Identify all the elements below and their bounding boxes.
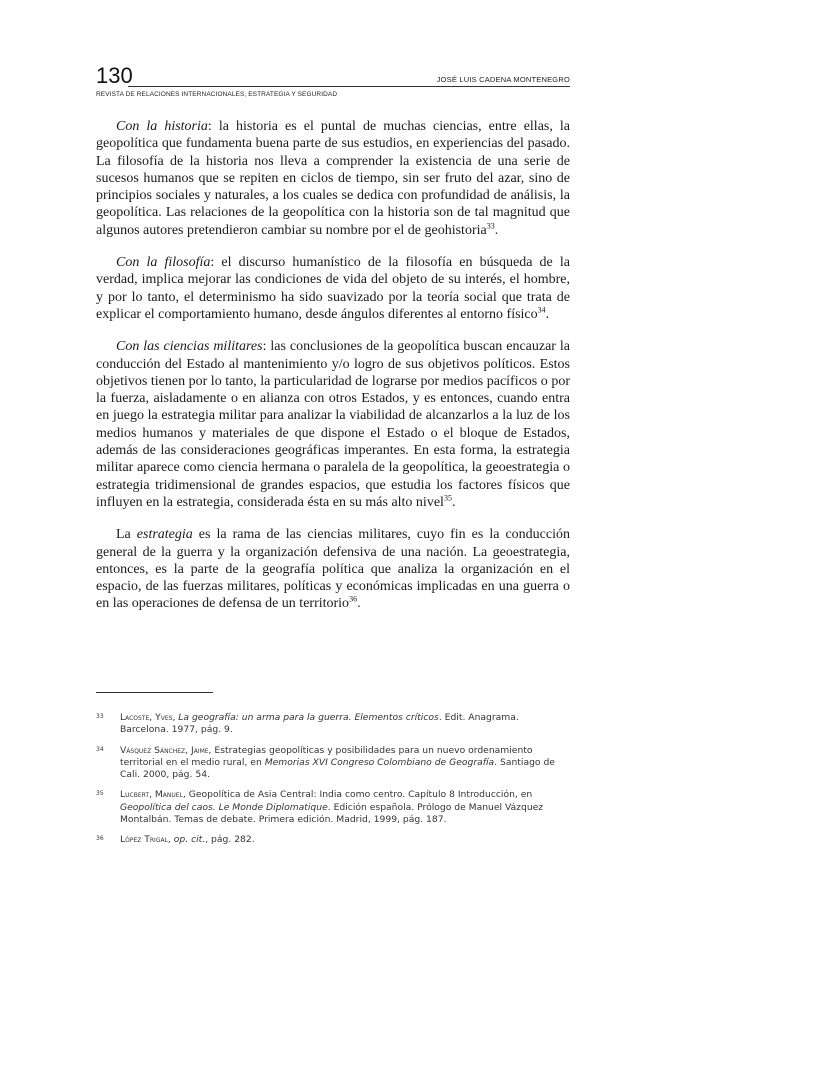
paragraph-lead: Con la filosofía	[116, 255, 211, 271]
footnote-author: Lacoste, Yves,	[120, 712, 176, 723]
footnote-ref[interactable]: 34	[537, 305, 546, 315]
footnote: 35 Lucbert, Manuel, Geopolítica de Asia Central: India como centro. Capítulo 8 Introducción, en Geopolítica del caos. Le Monde Diplomatique. Edición española. Prólogo de Manuel Vázquez Montalbán. Temas de debate. Primera edición. Madrid, 1999, pág. 187.	[96, 789, 544, 826]
paragraph-lead: Con la historia	[116, 119, 208, 134]
footnote-separator	[96, 692, 213, 693]
paragraph-text: es la rama de las ciencias militares, cuyo fin es la conducción general de la guerra y la organización defensiva de una nación. La geoestrategia, entonces, es la parte de la geografía política que analiza la organización en el espacio, de las fuerzas militares, políticas y económicas implicadas en una guerra o en las operaciones de defensa de un territorio	[96, 527, 570, 612]
footnote: 34 Vásquez Sánchez, Jaime, Estrategias geopolíticas y posibilidades para un nuevo ordenamiento territorial en el medio rural, en Memorias XVI Congreso Colombiano de Geografía. Santiago de Cali. 2000, pág. 54.	[96, 744, 555, 781]
footnote-title: op. cit	[173, 834, 203, 846]
footnote-ref[interactable]: 33	[486, 221, 495, 231]
footnote-title: Geopolítica del caos. Le Monde Diplomatique	[120, 801, 328, 813]
footnote-author: López Trigal,	[120, 834, 171, 846]
main-text	[96, 118, 570, 628]
paragraph-text: : las conclusiones de la geopolítica buscan encauzar la conducción del Estado al mantenimiento y/o logro de sus objetivos políticos. Estos objetivos tienen por lo tanto, la particularidad de lograrse por medios pacíficos o por la fuerza, aisladamente o en alianza con otros Estados, y es entonces, cuando entra en juego la estrategia militar para analizar la viabilidad de alcanzarlos a la luz de los medios humanos y materiales de que dispone el Estado o el bloque de Estados, además de las consideraciones geográficas imperantes. En esta forma, la estrategia militar aparece como ciencia hermana o paralela de la geopolítica, la geoestrategia o estrategia tridimensional de grandes espacios, que estudia los factores físicos que influyen en la estrategia, considerada ésta en su más alto nivel	[96, 339, 570, 510]
footnote-ref[interactable]: 35	[443, 493, 452, 503]
journal-title: REVISTA DE RELACIONES INTERNACIONALES, ESTRATEGIA Y SEGURIDAD	[96, 91, 338, 98]
footnote-ref[interactable]: 36	[349, 594, 358, 604]
page-number: 130	[96, 63, 133, 88]
paragraph-filosofia: Con la filosofía: el discurso humanístico de la filosofía en búsqueda de la verdad, implica mejorar las condiciones de vida del objeto de su interés, el hombre, y por lo tanto, el determinismo ha sido suavizado por la teoría social que trata de explicar el comportamiento humano, desde ángulos diferentes al entorno físico$^{34}$.	[96, 255, 570, 322]
footnote-number: 33	[96, 713, 104, 720]
footnote-author: Lucbert, Manuel,	[120, 789, 186, 801]
paragraph-text: : la historia es el puntal de muchas ciencias, entre ellas, la geopolítica que fundamenta buena parte de sus estudios, en experiencias del pasado. La filosofía de la historia nos lleva a comprender la existencia de una serie de sucesos humanos que se repiten en ciclos de tiempo, sin ser fruto del azar, sino de principios sociales y naturales, a los cuales se dedica con profundidad de análisis, la geopolítica. Las relaciones de la geopolítica con la historia son de tal magnitud que algunos autores pretendieron cambiar su nombre por el de geohistoria	[96, 119, 571, 238]
footnote: 36 López Trigal, op. cit., pág. 282.	[96, 834, 255, 846]
running-head-author: JOSÉ LUIS CADENA MONTENEGRO	[436, 75, 570, 84]
footnote-number: 36	[96, 835, 104, 843]
paragraph-lead: estrategia	[136, 527, 193, 543]
paragraph-text: : el discurso humanístico de la filosofía en búsqueda de la verdad, implica mejorar las condiciones de vida del objeto de su interés, el hombre, y por lo tanto, el determinismo ha sido suavizado por la teoría social que trata de explicar el comportamiento humano, desde ángulos diferentes al entorno físico	[96, 255, 570, 322]
header-rule	[128, 86, 570, 87]
paragraph-lead: Con las ciencias militares	[116, 339, 263, 355]
paragraph-estrategia: La estrategia es la rama de las ciencias militares, cuyo fin es la conducción general de la guerra y la organización defensiva de una nación. La geoestrategia, entonces, es la parte de la geografía política que analiza la organización en el espacio, de las fuerzas militares, políticas y económicas implicadas en una guerra o en las operaciones de defensa de un territorio$^{36}$.	[96, 527, 570, 612]
footnote-title: La geografía: un arma para la guerra. Elementos críticos	[178, 712, 439, 723]
footnote-author: Vásquez Sánchez, Jaime,	[120, 744, 212, 756]
paragraph-ciencias-militares: Con las ciencias militares: las conclusiones de la geopolítica buscan encauzar la conducción del Estado al mantenimiento y/o logro de sus objetivos políticos. Estos objetivos tienen por lo tanto, la particularidad de lograrse por medios pacíficos o por la fuerza, aisladamente o en alianza con otros Estados, y es entonces, cuando entra en juego la estrategia militar para analizar la viabilidad de alcanzarlos a la luz de los medios humanos y materiales de que dispone el Estado o el bloque de Estados, además de las consideraciones geográficas imperantes. En esta forma, la estrategia militar aparece como ciencia hermana o paralela de la geopolítica, la geoestrategia o estrategia tridimensional de grandes espacios, que estudia los factores físicos que influyen en la estrategia, considerada ésta en su más alto nivel$^{35}$.	[96, 339, 570, 510]
footnote: 33 Lacoste, Yves, La geografía: un arma para la guerra. Elementos críticos. Edit. Anagrama. Barcelona. 1977, pág. 9.	[96, 712, 519, 736]
footnotes	[96, 712, 570, 855]
footnote-title: Memorias XVI Congreso Colombiano de Geografía	[264, 756, 495, 768]
footnote-number: 35	[96, 790, 104, 798]
footnote-number: 34	[96, 745, 104, 753]
paragraph-historia: Con la historia: la historia es el puntal de muchas ciencias, entre ellas, la geopolítica que fundamenta buena parte de sus estudios, en experiencias del pasado. La filosofía de la historia nos lleva a comprender la existencia de una serie de sucesos humanos que se repiten en ciclos de tiempo, sin ser fruto del azar, sino de principios sociales y naturales, a los cuales se dedica con profundidad de análisis, la geopolítica. Las relaciones de la geopolítica con la historia son de tal magnitud que algunos autores pretendieron cambiar su nombre por el de geohistoria$^{33}$.	[96, 119, 571, 238]
